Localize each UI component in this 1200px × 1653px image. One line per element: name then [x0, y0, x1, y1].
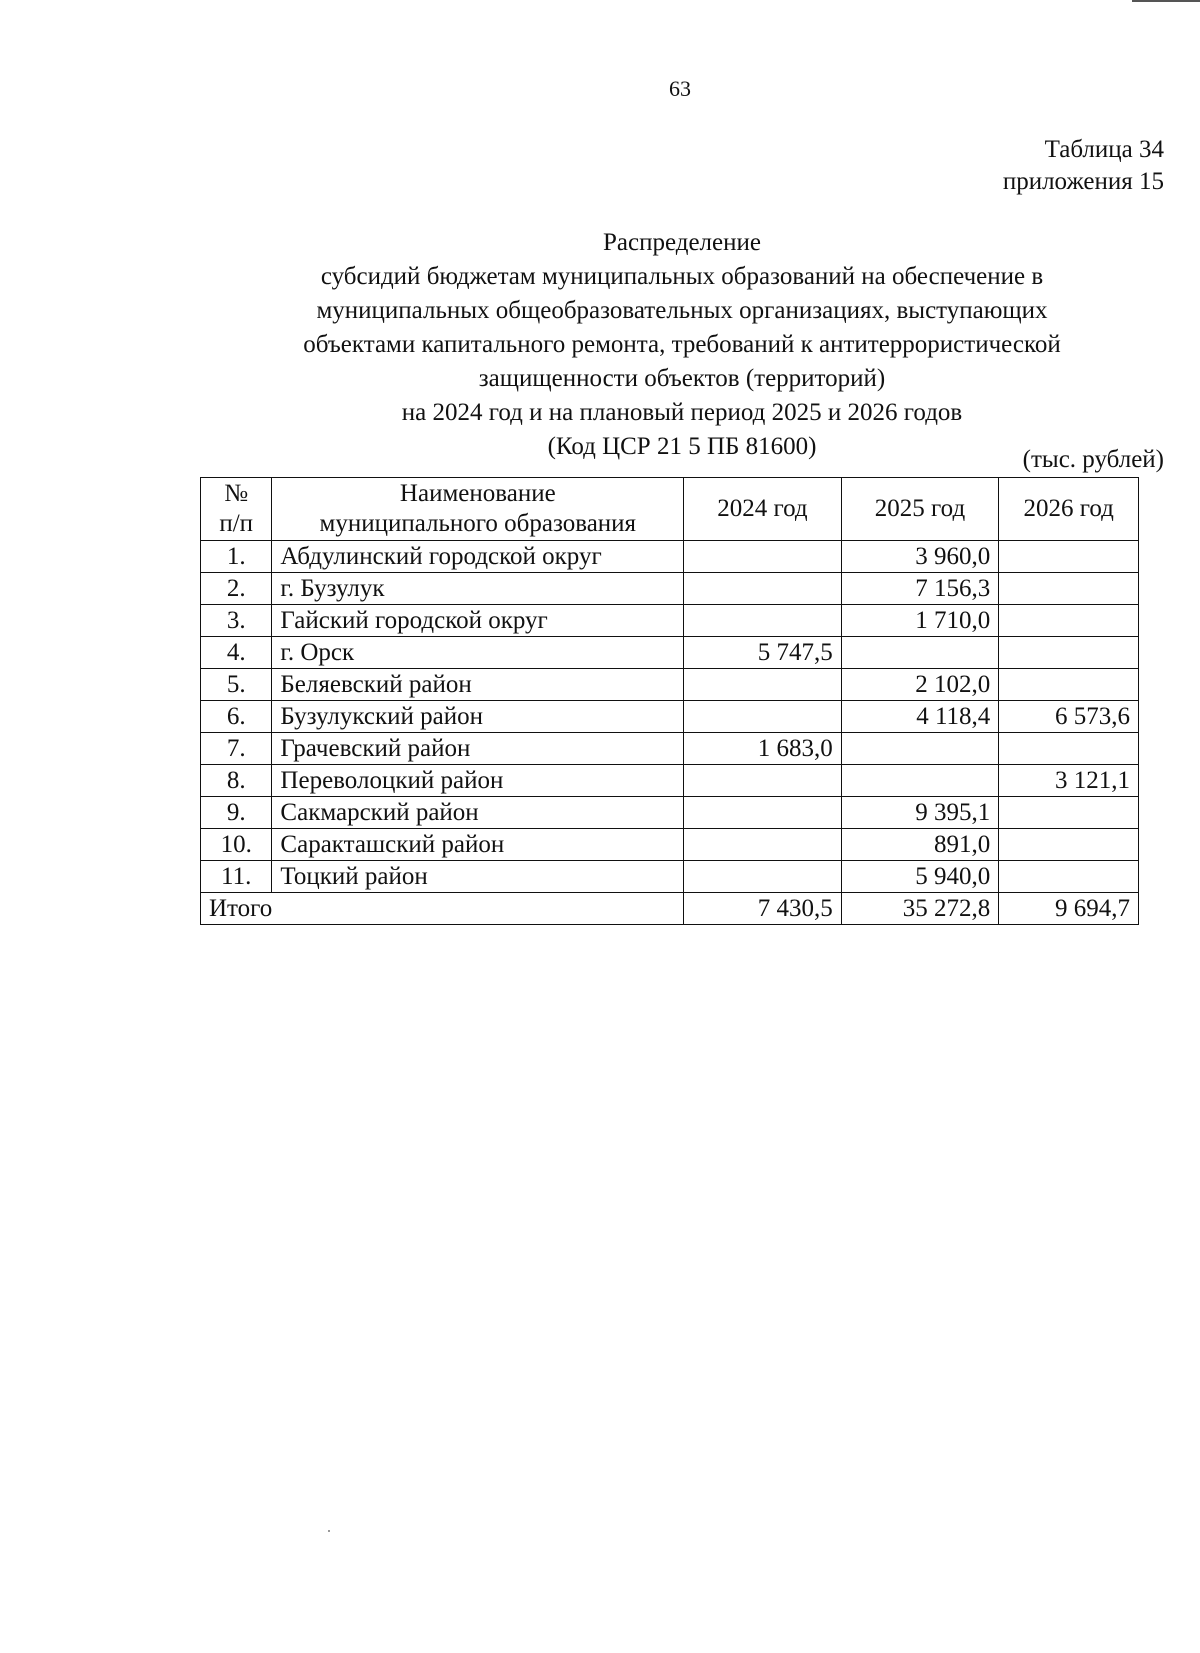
appendix-number-label: приложения 15 [1002, 168, 1164, 195]
value-2025: 4 118,4 [841, 701, 999, 733]
value-2025: 2 102,0 [841, 669, 999, 701]
municipality-name: Бузулукский район [272, 701, 684, 733]
row-number: 11. [201, 861, 272, 893]
total-2026: 9 694,7 [999, 893, 1139, 925]
table-row [201, 669, 1139, 701]
value-2025: 7 156,3 [841, 573, 999, 605]
row-number: 7. [201, 733, 272, 765]
municipality-name: Гайский городской округ [272, 605, 684, 637]
appendix-reference [1003, 134, 1164, 198]
table-row [201, 541, 1139, 573]
value-2026 [999, 797, 1139, 829]
header-name: Наименование муниципального образования [272, 478, 684, 541]
value-2026: 6 573,6 [999, 701, 1139, 733]
value-2024 [684, 765, 842, 797]
value-2026 [999, 573, 1139, 605]
municipality-name: Абдулинский городской округ [272, 541, 684, 573]
value-2024 [684, 829, 842, 861]
table-row [201, 861, 1139, 893]
row-number: 4. [201, 637, 272, 669]
table-row [201, 573, 1139, 605]
value-2025: 3 960,0 [841, 541, 999, 573]
scan-dot-mark [328, 1530, 330, 1532]
title-line: защищенности объектов (территорий) [478, 365, 886, 392]
page-number: 63 [669, 76, 691, 101]
row-number: 2. [201, 573, 272, 605]
value-2024 [684, 573, 842, 605]
value-2026 [999, 829, 1139, 861]
row-number: 8. [201, 765, 272, 797]
title-line: (Код ЦСР 21 5 ПБ 81600) [547, 433, 817, 460]
value-2025 [841, 733, 999, 765]
table-row [201, 637, 1139, 669]
table-row [201, 829, 1139, 861]
value-2025: 9 395,1 [841, 797, 999, 829]
row-number: 10. [201, 829, 272, 861]
value-2026: 3 121,1 [999, 765, 1139, 797]
total-2025: 35 272,8 [841, 893, 999, 925]
value-2024 [684, 669, 842, 701]
header-2024: 2024 год [684, 478, 842, 541]
table-row [201, 701, 1139, 733]
title-line: муниципальных общеобразовательных организациях, выступающих [316, 297, 1048, 324]
value-2024 [684, 797, 842, 829]
table-header-row [201, 478, 1139, 541]
title-line: объектами капитального ремонта, требований к антитеррористической [303, 331, 1061, 358]
value-2024: 1 683,0 [684, 733, 842, 765]
header-2025: 2025 год [841, 478, 999, 541]
scan-corner-mark [1132, 0, 1200, 2]
title-line: субсидий бюджетам муниципальных образований на обеспечение в [320, 263, 1044, 290]
row-number: 9. [201, 797, 272, 829]
value-2024 [684, 701, 842, 733]
title-line: на 2024 год и на плановый период 2025 и 2026 годов [401, 399, 963, 426]
table-total-row [201, 893, 1139, 925]
municipality-name: г. Орск [272, 637, 684, 669]
municipality-name: Тоцкий район [272, 861, 684, 893]
table-row [201, 605, 1139, 637]
row-number: 5. [201, 669, 272, 701]
table-row [201, 733, 1139, 765]
total-2024: 7 430,5 [684, 893, 842, 925]
value-2026 [999, 861, 1139, 893]
table-row [201, 765, 1139, 797]
table-number-label: Таблица 34 [1044, 136, 1164, 163]
municipality-name: Саракташский район [272, 829, 684, 861]
value-2026 [999, 637, 1139, 669]
value-2024 [684, 541, 842, 573]
municipality-name: Грачевский район [272, 733, 684, 765]
value-2026 [999, 733, 1139, 765]
header-num: № п/п [201, 478, 272, 541]
value-2024 [684, 605, 842, 637]
total-label: Итого [201, 893, 684, 925]
municipality-name: Переволоцкий район [272, 765, 684, 797]
value-2026 [999, 669, 1139, 701]
subsidy-table [200, 477, 1139, 925]
municipality-name: г. Бузулук [272, 573, 684, 605]
document-title [202, 226, 1162, 464]
value-2025: 1 710,0 [841, 605, 999, 637]
municipality-name: Сакмарский район [272, 797, 684, 829]
value-2025: 891,0 [841, 829, 999, 861]
municipality-name: Беляевский район [272, 669, 684, 701]
units-label: (тыс. рублей) [1022, 446, 1164, 473]
value-2026 [999, 541, 1139, 573]
table-row [201, 797, 1139, 829]
value-2026 [999, 605, 1139, 637]
value-2025 [841, 637, 999, 669]
value-2024: 5 747,5 [684, 637, 842, 669]
title-line: Распределение [603, 229, 761, 256]
row-number: 3. [201, 605, 272, 637]
value-2025: 5 940,0 [841, 861, 999, 893]
header-2026: 2026 год [999, 478, 1139, 541]
row-number: 6. [201, 701, 272, 733]
row-number: 1. [201, 541, 272, 573]
value-2024 [684, 861, 842, 893]
value-2025 [841, 765, 999, 797]
